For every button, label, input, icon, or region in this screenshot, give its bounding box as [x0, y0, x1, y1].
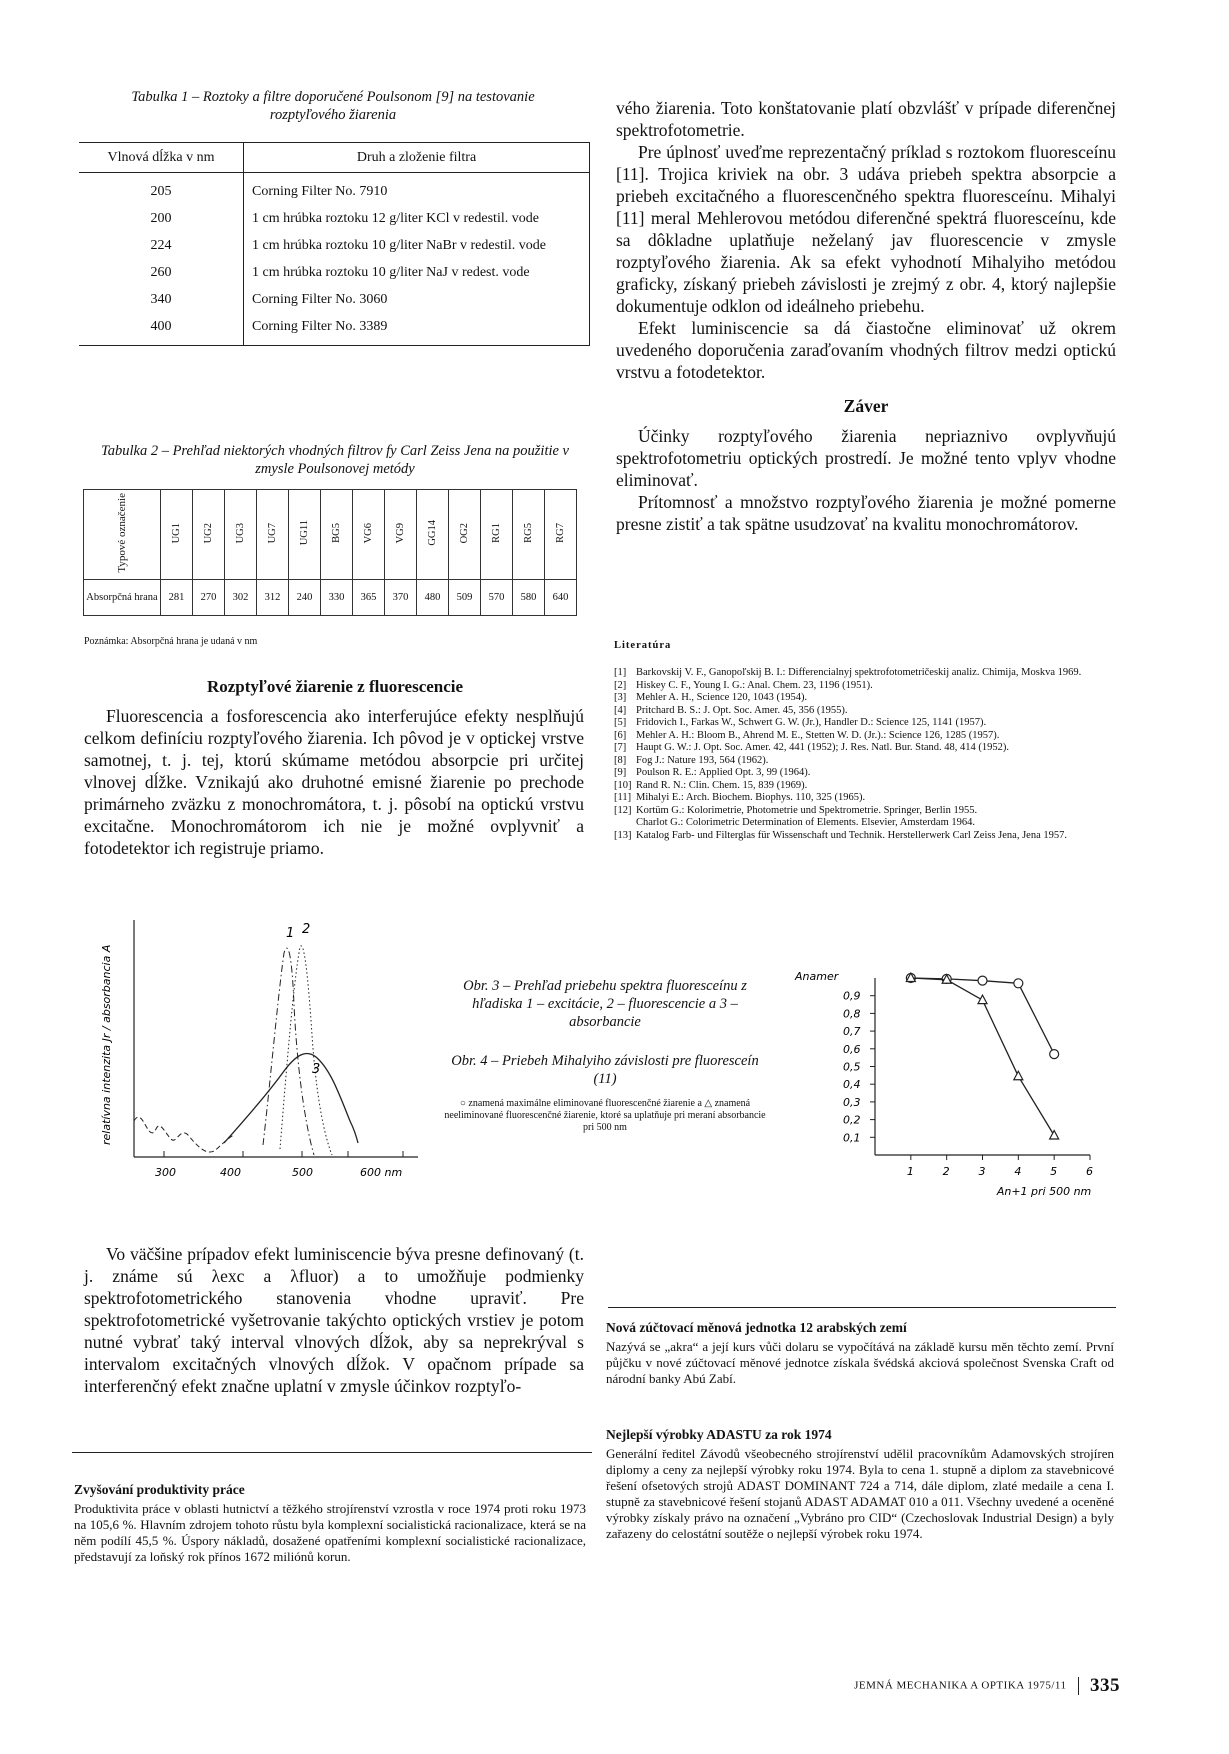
literatura — [614, 640, 1116, 842]
table2-edge-label: Absorpčná hrana — [84, 580, 161, 616]
reference-text: Kortüm G.: Kolorimetrie, Photometrie und Spektrometrie. Springer, Berlin 1955. — [636, 804, 978, 816]
table2-type-cell: GG14 — [417, 490, 449, 580]
fig4-x-tick-label: 4 — [1014, 1165, 1022, 1178]
fig3-x-tick: 600 nm — [360, 1166, 403, 1179]
reference-text: Poulson R. E.: Applied Opt. 3, 99 (1964). — [636, 767, 811, 778]
reference-text: Fridovich I., Farkas W., Schwert G. W. (Jr.), Handler D.: Science 125, 1141 (1957). — [636, 717, 987, 728]
news-productivity — [74, 1482, 586, 1565]
reference-item — [614, 817, 1116, 830]
fig4-y-tick-label: 0,8 — [843, 1007, 861, 1021]
table1-cell: 1 cm hrúbka roztoku 10 g/liter NaBr v redestil. vode — [252, 238, 546, 253]
news-adast-text: Generální ředitel Závodů všeobecného strojírenství udělil pracovníkům Adamovských strojíren diplomy a ceny za nejlepší výrobky roku 1974. Byla to cena 1. stupně a diplom za stavebnicové řešení ofsetových strojů ADAST DOMINANT 724 a 714, dále diplom, zlaté medaile a cena I. stupně za stavebnicové řešení stojanů ADAST ADAMAT 010 a 011. Všechny uvedené a oceněné výrobky získaly právo na označení „Vybráno pro CID“ (Czechoslovak Industrial Design) a byly zařazeny do celostátní soutěže o nejlepší výrobek roku 1974. — [606, 1446, 1114, 1541]
reference-number: [4] — [614, 704, 627, 716]
fig3-curve-label: 3 — [312, 1062, 321, 1077]
table1 — [79, 142, 590, 346]
fig4-x-tick-label: 1 — [906, 1165, 914, 1178]
table2 — [83, 489, 577, 616]
fluorescence-heading: Rozptyľové žiarenie z fluorescencie — [206, 677, 464, 696]
reference-number: [10] — [614, 779, 632, 791]
fig4-y-tick-label: 0,9 — [843, 989, 861, 1003]
table1-cell: Corning Filter No. 3060 — [252, 292, 388, 307]
table2-edge-cell: 270 — [193, 580, 225, 616]
table1-cell: 224 — [79, 233, 244, 260]
reference-item — [614, 730, 1116, 743]
fig4-y-tick-label: 0,1 — [843, 1131, 861, 1145]
page-footer — [760, 1675, 1120, 1697]
reference-text: Rand R. N.: Clin. Chem. 15, 839 (1969). — [636, 779, 808, 791]
fig4-x-tick-label: 6 — [1086, 1165, 1093, 1178]
reference-item — [614, 805, 1116, 818]
news-currency-text: Nazývá se „akra“ a její kurs vůči dolaru se vypočítává na základě kursu měn těchto zemí. První půjčku v nové zúčtovací měnové jednotce získala švédská akciová společnost Svenska Craft od národní banky Abú Zabí. — [606, 1339, 1114, 1386]
table2-edge-cell: 330 — [321, 580, 353, 616]
table2-type-cell: VG9 — [385, 490, 417, 580]
fig3-x-tick: 500 — [292, 1166, 313, 1179]
fig3-x-tick: 400 — [220, 1166, 241, 1179]
table1-cell: 200 — [79, 206, 244, 233]
table2-type-cell: UG11 — [289, 490, 321, 580]
news-currency — [606, 1320, 1114, 1387]
table2-note: Poznámka: Absorpčná hrana je udaná v nm — [84, 636, 258, 647]
reference-text: Haupt G. W.: J. Opt. Soc. Amer. 42, 441 (1952); J. Res. Natl. Bur. Stand. 48, 414 (1952). — [636, 742, 1010, 753]
fig4-y-label: Anamer — [795, 970, 839, 983]
fig4-y-tick-label: 0,7 — [843, 1025, 861, 1039]
table1-head-wavelength: Vlnová dĺžka v nm — [79, 143, 244, 173]
reference-number — [614, 817, 636, 830]
table2-edge-cell: 370 — [385, 580, 417, 616]
table2-type-cell: UG1 — [161, 490, 193, 580]
table2-type-cell: OG2 — [449, 490, 481, 580]
fig4-y-tick-label: 0,6 — [843, 1042, 861, 1056]
reference-number: [13] — [614, 829, 632, 841]
table2-type-cell: UG2 — [193, 490, 225, 580]
table1-cell: 1 cm hrúbka roztoku 12 g/liter KCl v redestil. vode — [252, 211, 539, 226]
table2-edge-cell: 365 — [353, 580, 385, 616]
table1-cell: 400 — [79, 314, 244, 345]
table2-edge-cell: 570 — [481, 580, 513, 616]
reference-item — [614, 667, 1116, 680]
news-productivity-text: Produktivita práce v oblasti hutnictví a těžkého strojírenství vzrostla v roce 1974 proti roku 1973 na 105,6 %. Hlavním zdrojem tohoto růstu byla komplexní socialistická racionalizace, která se na něm podílí 45,5 %. Úspory nákladů, dosažené opatřeními komplexní socialistické racionalizace, představují za loňský rok přínos 1672 miliónů korun. — [74, 1501, 586, 1564]
table1-cell: 205 — [79, 173, 244, 207]
table1-cell: Corning Filter No. 3389 — [252, 319, 388, 334]
table2-edge-cell: 480 — [417, 580, 449, 616]
reference-number: [6] — [614, 729, 627, 741]
reference-number: [11] — [614, 792, 632, 803]
table2-type-cell: UG7 — [257, 490, 289, 580]
table1-cell: Corning Filter No. 7910 — [252, 184, 388, 199]
fig3-spectrum-plot — [88, 915, 433, 1185]
table1-cell: 340 — [79, 287, 244, 314]
reference-number: [3] — [614, 692, 627, 703]
table2-type-cell: VG6 — [353, 490, 385, 580]
table1-head-filter: Druh a zloženie filtra — [244, 143, 590, 173]
fig4-caption: Obr. 4 – Priebeh Mihalyiho závislosti pre fluoresceín (11) — [451, 1053, 759, 1087]
table2-type-cell: RG7 — [545, 490, 577, 580]
fig3-curve-label: 1 — [286, 926, 295, 941]
reference-number: [9] — [614, 767, 627, 778]
reference-number: [1] — [614, 667, 627, 678]
fig4-y-tick-label: 0,2 — [843, 1113, 861, 1127]
reference-text: Mehler A. H.: Bloom B., Ahrend M. E., Stetten W. D. (Jr.).: Science 126, 1285 (1957). — [636, 729, 1000, 741]
page-number: 335 — [1090, 1675, 1120, 1696]
reference-text: Mehler A. H., Science 120, 1043 (1954). — [636, 692, 808, 703]
luminescence-text: Vo väčšine prípadov efekt luminiscencie býva presne definovaný (t. j. známe sú λexc a λfluor) a to umožňuje podmienky spektrofotometrického stanovenia vhodne upraviť. Pre spektrofotometrické vyšetrovanie takýchto optických vrstiev je potom nutné vybrať taký interval vlnových dĺžok, aby sa neprekrýval s intervalom excitačných vlnových dĺžok. V opačnom prípade sa interferenčný efekt značne uplatní v zmysle účinkov rozptyľo- — [84, 1244, 584, 1396]
reference-text: Katalog Farb- und Filterglas für Wissenschaft und Technik. Herstellerwerk Carl Zeiss Jena, Jena 1957. — [636, 829, 1067, 841]
table2-type-cell: BG5 — [321, 490, 353, 580]
fig4-x-tick-label: 3 — [978, 1165, 986, 1178]
fig4-point-triangle — [1014, 1071, 1023, 1080]
table2-edge-cell: 281 — [161, 580, 193, 616]
reference-text: Pritchard B. S.: J. Opt. Soc. Amer. 45, 356 (1955). — [636, 704, 848, 716]
fig4-point-triangle — [1050, 1131, 1059, 1140]
fig4-series-line — [911, 978, 1054, 1054]
fig4-y-tick-label: 0,5 — [843, 1060, 861, 1074]
literatura-heading: Literatúra — [614, 640, 672, 651]
fig4-note: ○ znamená maximálne eliminované fluorescenčné žiarenie a △ znamená neeliminované fluorescenčné žiarenie, ktoré sa uplatňuje pri meraní absorbancie pri 500 nm — [444, 1098, 766, 1133]
table2-edge-cell: 580 — [513, 580, 545, 616]
news-currency-heading: Nová zúčtovací měnová jednotka 12 arabských zemí — [606, 1320, 907, 1335]
fig4-x-tick-label: 5 — [1050, 1165, 1058, 1178]
table2-caption: Tabulka 2 – Prehľad niektorých vhodných filtrov fy Carl Zeiss Jena na použitie v zmysle Poulsonovej metódy — [101, 443, 569, 477]
fig3-x-tick: 300 — [155, 1166, 176, 1179]
fig3-caption: Obr. 3 – Prehľad priebehu spektra fluoresceínu z hľadiska 1 – excitácie, 2 – fluorescencie a 3 – absorbancie — [463, 978, 747, 1030]
reference-number: [2] — [614, 679, 627, 691]
reference-list — [614, 667, 1116, 842]
fig4-x-label: An+1 pri 500 nm — [996, 1185, 1092, 1198]
right-column-text: vého žiarenia. Toto konštatovanie platí obzvlášť v prípade diferenčnej spektrofotometrie. Pre úplnosť uveďme reprezentačný príklad s roztokom fluoresceínu [11]. Trojica kriviek na obr. 3 udáva priebeh spektra absorpcie a priebeh excitačného a fluorescenčného spektra fluoresceínu. Mihalyi [11] meral Mehlerovou metódou diferenčné spektrá fluoresceínu, kde sa dôkladne uplatňuje neželaný jav fluorescencie v zmysle rozptyľového žiarenia. Ak sa efekt vyhodnotí Mihalyiho metódou graficky, získaný priebeh závislosti je zrejmý z obr. 4, ktorý najlepšie dokumentuje odklon od ideálneho priebehu. Efekt luminiscencie sa dá čiastočne eliminovať už okrem uvedeného doporučenia zaraďovaním vhodných filtrov medzi optickú vrstvu a fotodetektor. Záver Účinky rozptyľového žiarenia nepriaznivo ovplyvňujú spektrofotometriu optických prostredí. Je možné tento vplyv vhodne eliminovať. Prítomnosť a množstvo rozptyľového žiarenia je možné pomerne presne zistiť a tak spätne usudzovať na kvalitu monochromátorov. — [616, 98, 1116, 534]
table2-type-label: Typové označenie — [84, 490, 161, 580]
reference-number: [5] — [614, 717, 627, 728]
reference-item — [614, 680, 1116, 693]
reference-text: Hiskey C. F., Young I. G.: Anal. Chem. 23, 1196 (1951). — [636, 679, 873, 691]
reference-item — [614, 792, 1116, 805]
reference-number: [8] — [614, 754, 627, 766]
reference-item — [614, 767, 1116, 780]
reference-item — [614, 755, 1116, 768]
reference-item — [614, 705, 1116, 718]
fig4-y-tick-label: 0,3 — [843, 1095, 861, 1109]
fig4-chart — [790, 970, 1120, 1210]
table2-edge-cell: 302 — [225, 580, 257, 616]
reference-text: Fog J.: Nature 193, 564 (1962). — [636, 754, 769, 766]
reference-text: Charlot G.: Colorimetric Determination of Elements. Elsevier, Amsterdam 1964. — [636, 817, 976, 828]
footer-journal: JEMNÁ MECHANIKA A OPTIKA 1975/11 — [854, 1679, 1067, 1692]
table1-cell: 260 — [79, 260, 244, 287]
fig4-y-tick-label: 0,4 — [843, 1078, 861, 1092]
fig3-curve-label: 2 — [302, 922, 311, 937]
fig4-point-circle — [978, 976, 987, 985]
news-adast-heading: Nejlepší výrobky ADASTU za rok 1974 — [606, 1427, 832, 1442]
fluorescence-text: Fluorescencia a fosforescencia ako interferujúce efekty nesplňujú celkom definíciu rozptyľového žiarenia. Ich pôvod je v optickej vrstve samotnej, t. j. tej, ktorú skúmame metódou absorpcie pri určitej vlnovej dĺžke. Vznikajú ako druhotné emisné žiarenie po prechode primárneho zväzku z monochromátora, t. j. pôsobí na optickú vrstvu excitačne. Monochromátorom ich nie je možné ovplyvniť a fotodetektor ich registruje priamo. — [84, 706, 584, 858]
table2-edge-cell: 312 — [257, 580, 289, 616]
table1-caption: Tabulka 1 – Roztoky a filtre doporučené Poulsonom [9] na testovanie rozptyľového žiarenia — [131, 89, 535, 123]
reference-number: [12] — [614, 804, 632, 816]
fig4-point-circle — [1050, 1050, 1059, 1059]
reference-item — [614, 830, 1116, 843]
reference-item — [614, 717, 1116, 730]
fig4-point-triangle — [978, 995, 987, 1004]
fig4-point-circle — [1014, 979, 1023, 988]
table2-edge-cell: 240 — [289, 580, 321, 616]
table1-cell: 1 cm hrúbka roztoku 10 g/liter NaJ v redest. vode — [252, 265, 530, 280]
reference-item — [614, 780, 1116, 793]
fig4-x-tick-label: 2 — [942, 1165, 950, 1178]
reference-item — [614, 742, 1116, 755]
fig3-y-label: relatívna intenzita Jr / absorbancia A — [100, 944, 113, 1145]
table2-type-cell: RG5 — [513, 490, 545, 580]
reference-text: Barkovskij V. F., Ganopoľskij B. I.: Differencialnyj spektrofotometričeskij analiz. Chimija, Moskva 1969. — [636, 667, 1082, 678]
table2-type-cell: RG1 — [481, 490, 513, 580]
reference-number: [7] — [614, 742, 627, 753]
zaver-heading: Záver — [843, 396, 889, 416]
table2-type-cell: UG3 — [225, 490, 257, 580]
reference-item — [614, 692, 1116, 705]
table2-edge-cell: 640 — [545, 580, 577, 616]
news-productivity-heading: Zvyšování produktivity práce — [74, 1482, 245, 1497]
news-adast — [606, 1427, 1114, 1542]
table2-edge-cell: 509 — [449, 580, 481, 616]
reference-text: Mihalyi E.: Arch. Biochem. Biophys. 110, 325 (1965). — [636, 792, 866, 803]
